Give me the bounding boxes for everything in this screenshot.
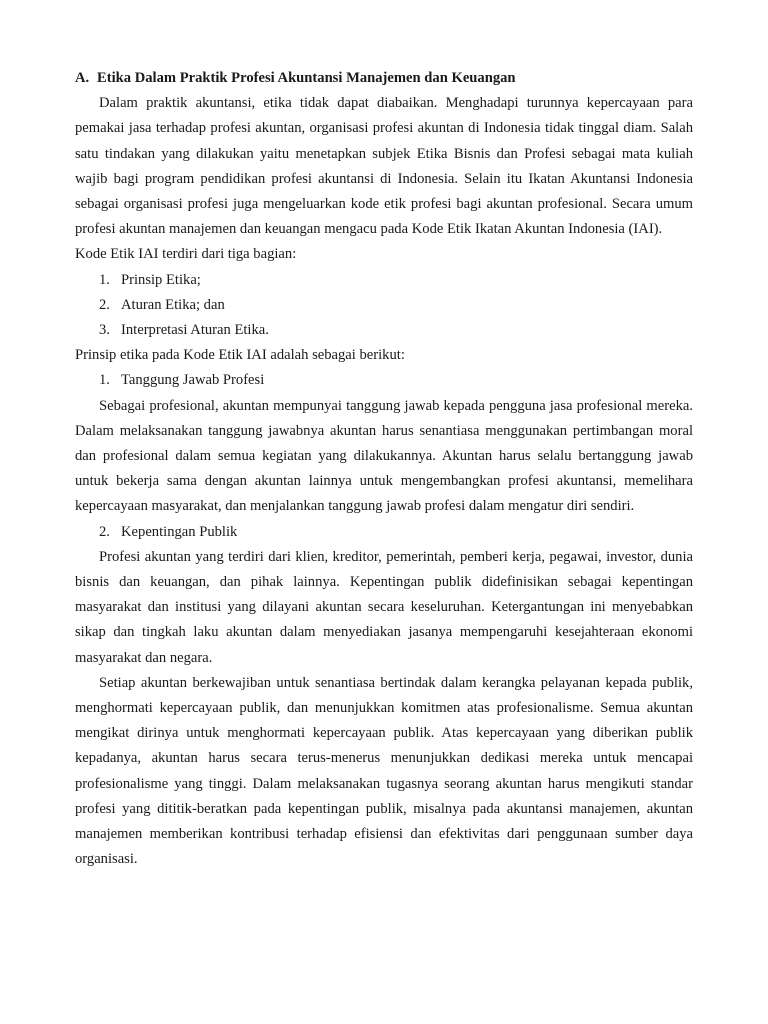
principle-title: Tanggung Jawab Profesi bbox=[121, 372, 265, 389]
list-number: 1. bbox=[99, 372, 110, 389]
list-number: 3. bbox=[99, 322, 110, 339]
list-item bbox=[99, 368, 693, 393]
list-number: 2. bbox=[99, 523, 110, 540]
list-number: 1. bbox=[99, 271, 110, 288]
principle-2-heading bbox=[75, 520, 693, 545]
list-number: 2. bbox=[99, 296, 110, 313]
principle-1-heading bbox=[75, 368, 693, 393]
principle-title: Kepentingan Publik bbox=[121, 523, 238, 540]
principle-1-paragraph: Sebagai profesional, akuntan mempunyai tanggung jawab kepada pengguna jasa profesional mereka. Dalam melaksanakan tanggung jawabnya akuntan harus senantiasa menggunakan pertimbangan moral dan profesional dalam semua kegiatan yang dilakukannya. Akuntan harus selalu bertanggung jawab untuk bekerja sama dengan akuntan lainnya untuk mengembangkan profesi akuntansi, memelihara kepercayaan masyarakat, dan menjalankan tanggung jawab profesi dalam mengatur diri sendiri. bbox=[75, 397, 693, 515]
list-item bbox=[99, 268, 693, 293]
code-parts-list bbox=[75, 268, 693, 344]
intro-paragraph: Dalam praktik akuntansi, etika tidak dapat diabaikan. Menghadapi turunnya kepercayaan para pemakai jasa terhadap profesi akuntan, organisasi profesi akuntan di Indonesia tidak tinggal diam. Salah satu tindakan yang dilakukan yaitu menetapkan subjek Etika Bisnis dan Profesi sebagai mata kuliah wajib bagi program pendidikan profesi akuntansi di Indonesia. Selain itu Ikatan Akuntansi Indonesia sebagai organisasi profesi juga mengeluarkan kode etik profesi bagi akuntan profesional. Secara umum profesi akuntan manajemen dan keuangan mengacu pada Kode Etik Ikatan Akuntan Indonesia (IAI). bbox=[75, 95, 693, 238]
principles-intro: Prinsip etika pada Kode Etik IAI adalah sebagai berikut: bbox=[75, 347, 405, 364]
list-text: Aturan Etika; dan bbox=[121, 296, 225, 313]
section-heading bbox=[75, 66, 693, 91]
section-number: A. bbox=[75, 70, 90, 86]
section-title: Etika Dalam Praktik Profesi Akuntansi Manajemen dan Keuangan bbox=[97, 70, 516, 86]
principle-2-paragraph-2: Setiap akuntan berkewajiban untuk senantiasa bertindak dalam kerangka pelayanan kepada publik, menghormati kepercayaan publik, dan menunjukkan komitmen atas profesionalisme. Semua akuntan mengikat dirinya untuk menghormati kepercayaan publik. Atas kepercayaan yang diberikan publik kepadanya, akuntan harus secara terus-menerus menunjukkan dedikasi mereka untuk mencapai profesionalisme yang tinggi. Dalam melaksanakan tugasnya seorang akuntan harus mengikuti standar profesi yang dititik-beratkan pada kepentingan publik, misalnya pada akuntansi manajemen, akuntan manajemen memberikan kontribusi terhadap efisiensi dan efektivitas dari penggunaan sumber daya organisasi. bbox=[75, 674, 693, 868]
list-text: Interpretasi Aturan Etika. bbox=[121, 322, 269, 339]
document-page bbox=[75, 66, 693, 873]
list-item bbox=[99, 318, 693, 343]
list-text: Prinsip Etika; bbox=[121, 271, 201, 288]
list-item bbox=[99, 520, 693, 545]
principle-2-paragraph-1: Profesi akuntan yang terdiri dari klien, kreditor, pemerintah, pemberi kerja, pegawai, investor, dunia bisnis dan keuangan, dan pihak lainnya. Kepentingan publik didefinisikan sebagai kepentingan masyarakat dan institusi yang dilayani akuntan secara keseluruhan. Ketergantungan ini menyebabkan sikap dan tingkah laku akuntan dalam menyediakan jasanya mempengaruhi kesejahteraan ekonomi masyarakat dan negara. bbox=[75, 548, 693, 666]
code-intro: Kode Etik IAI terdiri dari tiga bagian: bbox=[75, 246, 297, 263]
list-item bbox=[99, 293, 693, 318]
